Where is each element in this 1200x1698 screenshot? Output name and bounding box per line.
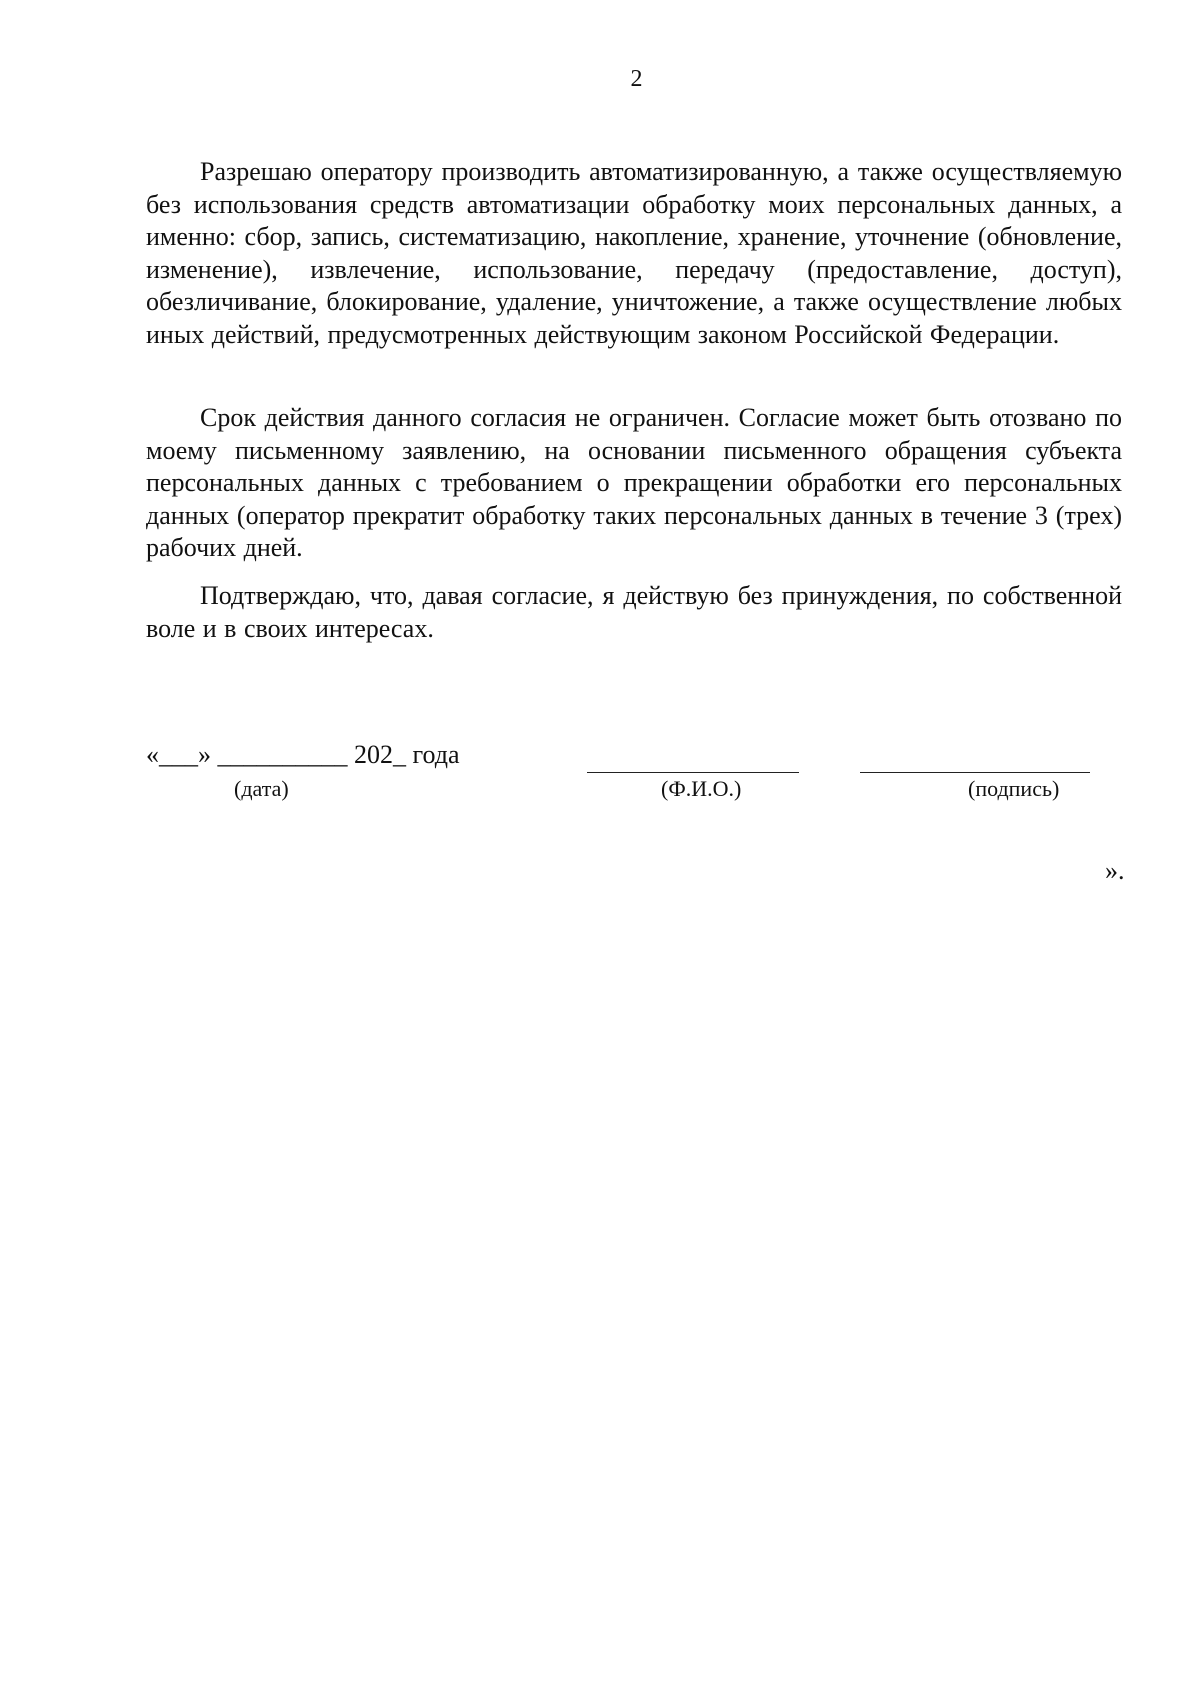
- closing-quote: ».: [1105, 856, 1125, 885]
- consent-paragraph-confirmation: Подтверждаю, что, давая согласие, я действую без принуждения, по собственной воле и в своих интересах.: [146, 581, 1122, 643]
- consent-paragraph-processing: Разрешаю оператору производить автоматизированную, а также осуществляемую без использования средств автоматизации обработку моих персональных данных, а именно: сбор, запись, систематизацию, накопление, хранение, уточнение (обновление, изменение), извлечение, использование, передачу (предоставление, доступ), обезличивание, блокирование, удаление, уничтожение, а также осуществление любых иных действий, предусмотренных действующим законом Российской Федерации.: [146, 157, 1122, 349]
- signature-caption: (подпись): [968, 776, 1060, 801]
- signature-block: [146, 740, 1106, 810]
- date-caption: (дата): [234, 776, 289, 801]
- fio-caption: (Ф.И.О.): [661, 776, 742, 801]
- page-number: 2: [630, 66, 643, 92]
- fio-field-line[interactable]: [587, 772, 799, 773]
- signature-field-line[interactable]: [860, 772, 1090, 773]
- consent-paragraph-term: Срок действия данного согласия не ограничен. Согласие может быть отозвано по моему письменному заявлению, на основании письменного обращения субъекта персональных данных с требованием о прекращении обработки его персональных данных (оператор прекратит обработку таких персональных данных в течение 3 (трех) рабочих дней.: [146, 403, 1122, 562]
- date-field[interactable]: «___» __________ 202_ года: [146, 740, 460, 769]
